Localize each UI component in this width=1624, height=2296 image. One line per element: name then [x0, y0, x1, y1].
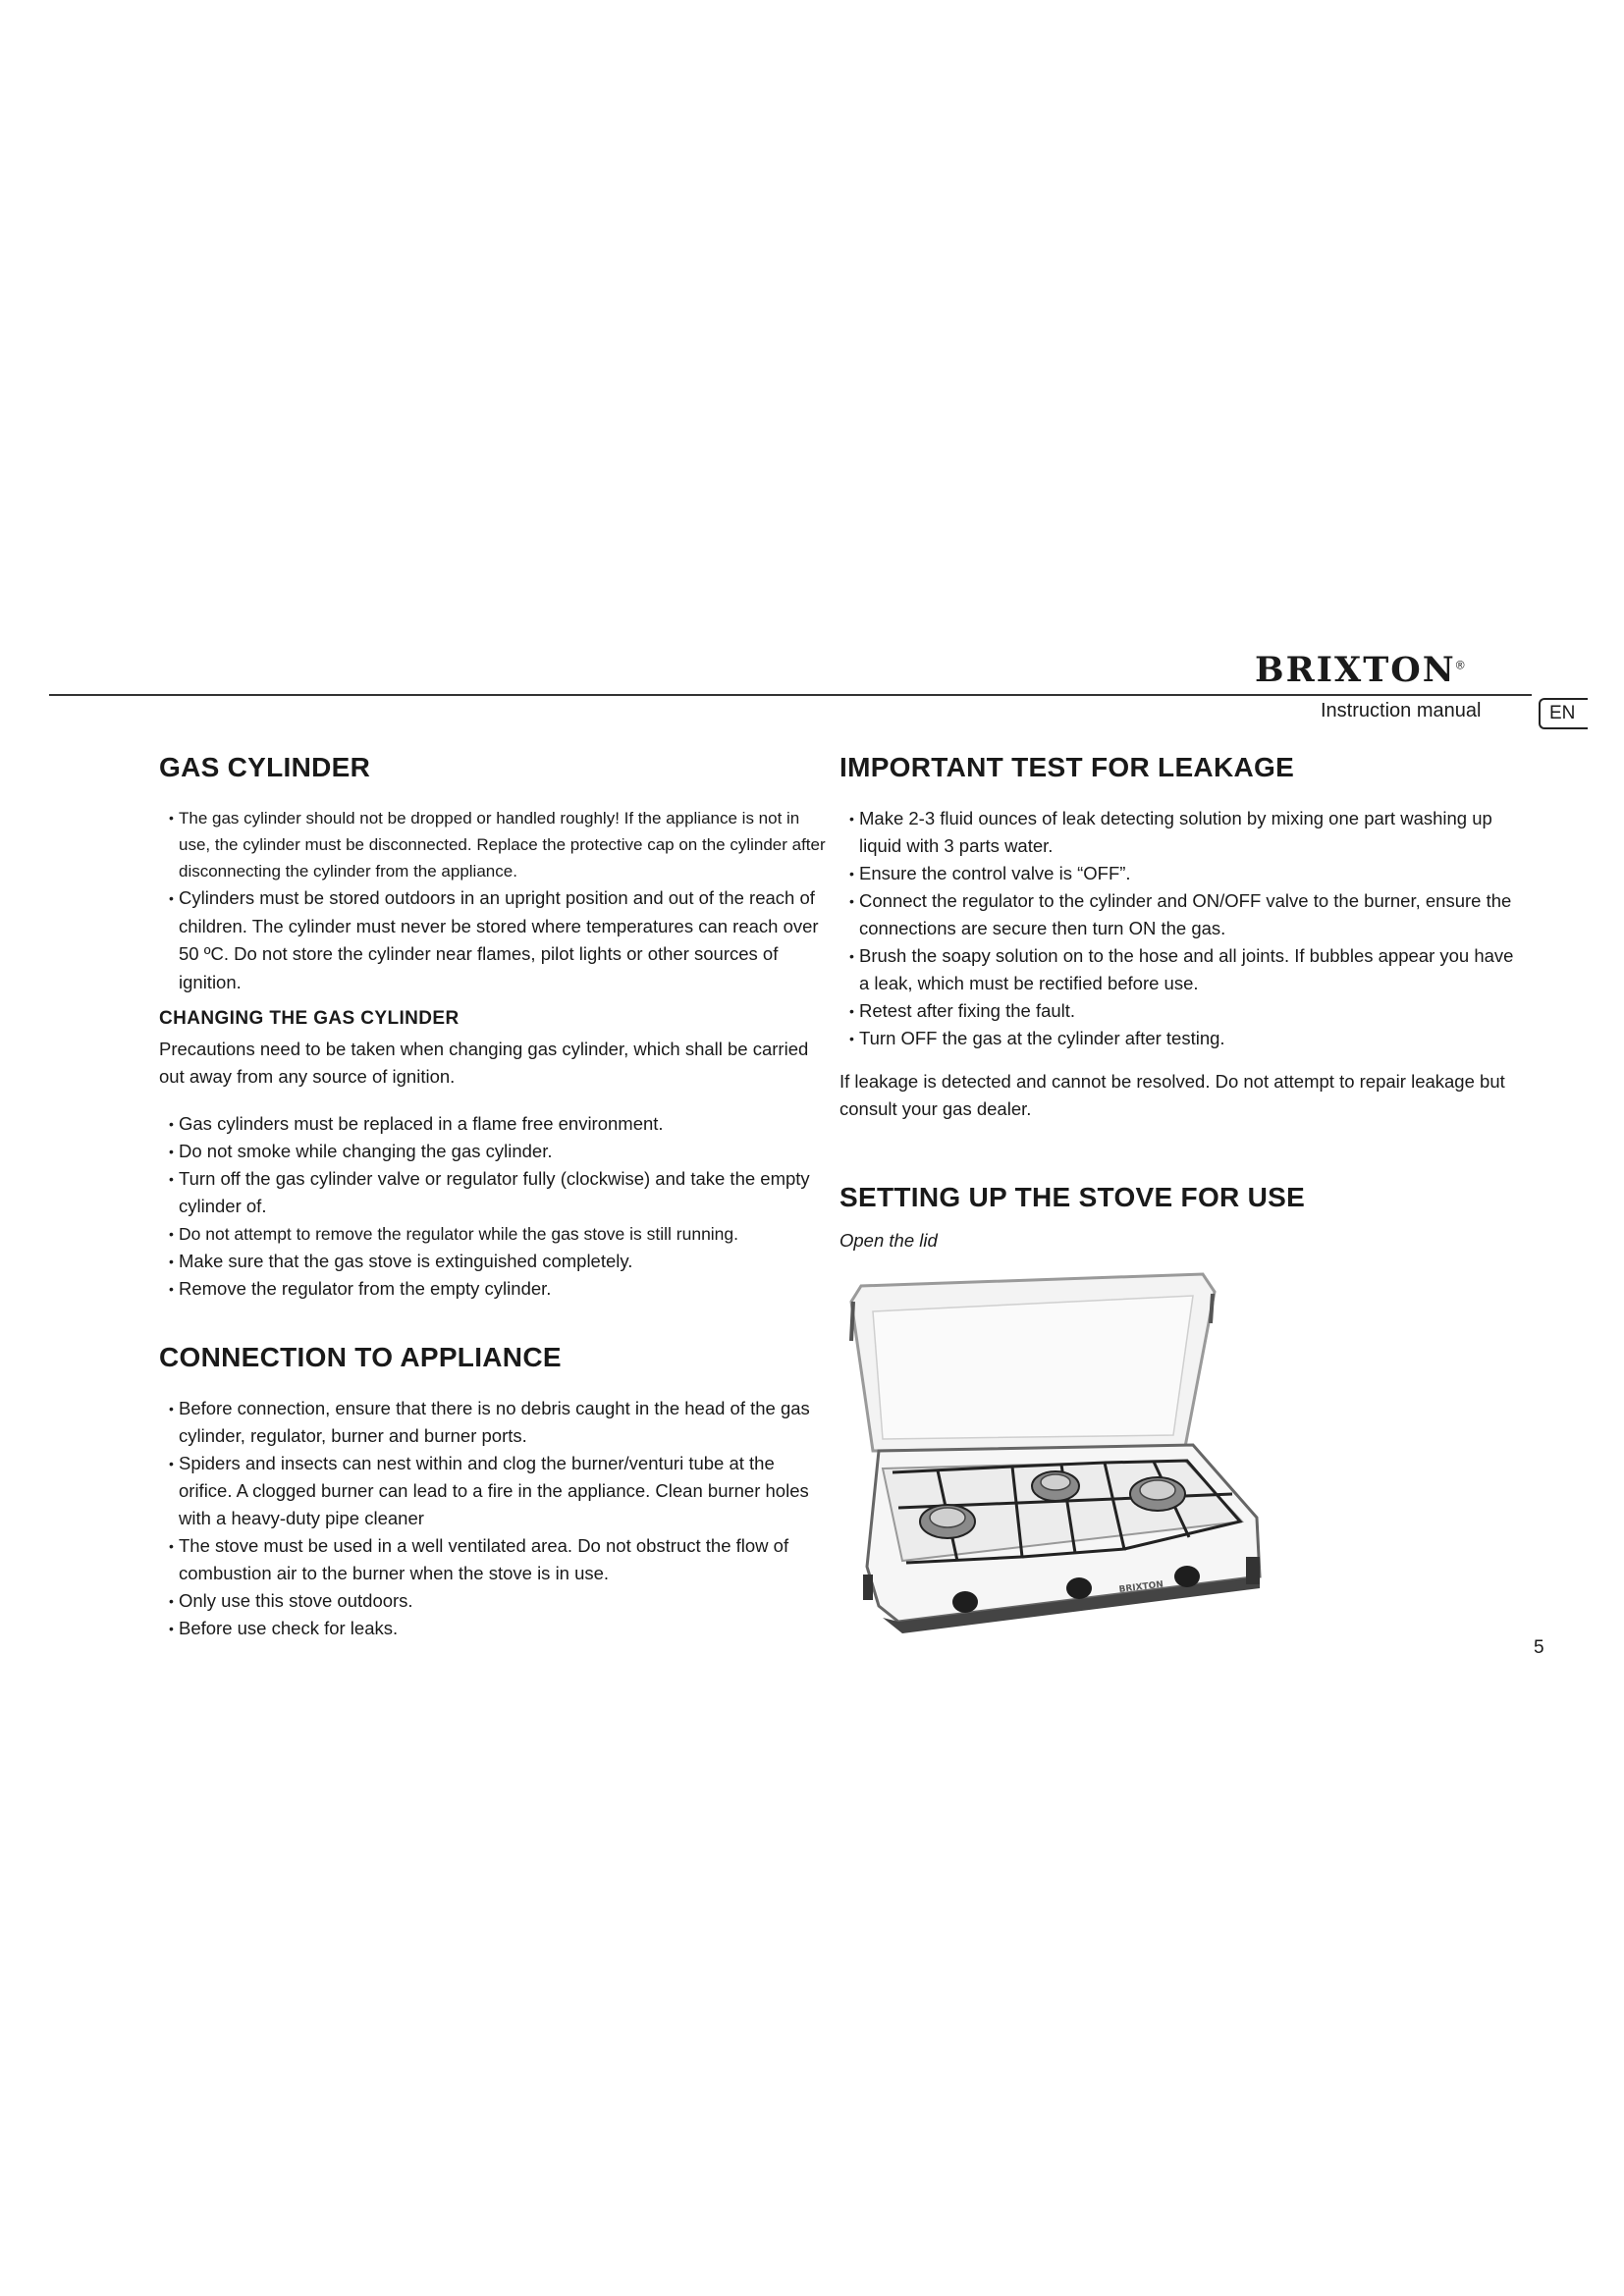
- changing-heading: CHANGING THE GAS CYLINDER: [159, 1008, 460, 1029]
- setup-caption: Open the lid: [839, 1230, 938, 1251]
- knob-left-icon: [952, 1591, 978, 1613]
- burner-center-icon: [1032, 1471, 1079, 1501]
- left-column: [159, 752, 827, 1642]
- leakage-heading: IMPORTANT TEST FOR LEAKAGE: [839, 752, 1295, 782]
- leakage-list: [839, 805, 1527, 1052]
- list-item: • Retest after fixing the fault.: [839, 997, 1527, 1025]
- doc-type: Instruction manual: [1321, 700, 1482, 721]
- list-item: • Remove the regulator from the empty cylinder.: [159, 1275, 827, 1303]
- list-item: • Make sure that the gas stove is extinguished completely.: [159, 1248, 827, 1275]
- list-item: • Cylinders must be stored outdoors in an upright position and out of the reach of children. The cylinder must never be stored where temperatures can reach over 50 ºC. Do not store the cylinder near flames, pilot lights or other sources of ignition.: [159, 884, 827, 996]
- leakage-note: If leakage is detected and cannot be resolved. Do not attempt to repair leakage but consult your gas dealer.: [839, 1071, 1505, 1119]
- list-item: • Turn OFF the gas at the cylinder after testing.: [839, 1025, 1527, 1052]
- gas-cylinder-list: [159, 805, 827, 996]
- list-item: • Before use check for leaks.: [159, 1615, 827, 1642]
- registered-mark: ®: [1455, 658, 1467, 672]
- connection-list: [159, 1395, 827, 1642]
- page-number: 5: [1534, 1637, 1544, 1658]
- list-item: • The stove must be used in a well ventilated area. Do not obstruct the flow of combustion air to the burner when the stove is in use.: [159, 1532, 827, 1587]
- list-item: • Brush the soapy solution on to the hose and all joints. If bubbles appear you have a leak, which must be rectified before use.: [839, 942, 1527, 997]
- list-item: • The gas cylinder should not be dropped or handled roughly! If the appliance is not in use, the cylinder must be disconnected. Replace the protective cap on the cylinder after disconnecting the cylinder from the appliance.: [159, 805, 827, 884]
- changing-intro: Precautions need to be taken when changing gas cylinder, which shall be carried out away from any source of ignition.: [159, 1039, 809, 1087]
- list-item: • Only use this stove outdoors.: [159, 1587, 827, 1615]
- list-item: • Connect the regulator to the cylinder and ON/OFF valve to the burner, ensure the connections are secure then turn ON the gas.: [839, 887, 1527, 942]
- list-item: • Gas cylinders must be replaced in a flame free environment.: [159, 1110, 827, 1138]
- list-item: • Do not attempt to remove the regulator while the gas stove is still running.: [159, 1220, 827, 1248]
- burner-left-icon: [920, 1505, 975, 1538]
- language-tab: EN: [1539, 698, 1588, 729]
- right-column: [839, 752, 1527, 1645]
- header-rule: [49, 694, 1532, 696]
- list-item: • Turn off the gas cylinder valve or regulator fully (clockwise) and take the empty cylinder of.: [159, 1165, 827, 1220]
- setup-heading: SETTING UP THE STOVE FOR USE: [839, 1182, 1306, 1212]
- connection-heading: CONNECTION TO APPLIANCE: [159, 1342, 562, 1372]
- knob-right-icon: [1174, 1566, 1200, 1587]
- stove-brand-label: BRIXTON: [1118, 1579, 1164, 1595]
- gas-cylinder-heading: GAS CYLINDER: [159, 752, 371, 782]
- list-item: • Make 2-3 fluid ounces of leak detecting solution by mixing one part washing up liquid with 3 parts water.: [839, 805, 1527, 860]
- brand-name: BRIXTON: [1255, 650, 1456, 690]
- list-item: • Before connection, ensure that there is no debris caught in the head of the gas cylinder, regulator, burner and burner ports.: [159, 1395, 827, 1450]
- stove-image: [839, 1272, 1272, 1645]
- list-item: • Do not smoke while changing the gas cylinder.: [159, 1138, 827, 1165]
- list-item: • Spiders and insects can nest within and clog the burner/venturi tube at the orifice. A clogged burner can lead to a fire in the appliance. Clean burner holes with a heavy-duty pipe cleaner: [159, 1450, 827, 1532]
- brand-logo: [1255, 650, 1467, 690]
- list-item: • Ensure the control valve is “OFF”.: [839, 860, 1527, 887]
- burner-right-icon: [1130, 1477, 1185, 1511]
- knob-center-icon: [1066, 1577, 1092, 1599]
- changing-list: [159, 1110, 827, 1303]
- stove-illustration: [839, 1272, 1272, 1645]
